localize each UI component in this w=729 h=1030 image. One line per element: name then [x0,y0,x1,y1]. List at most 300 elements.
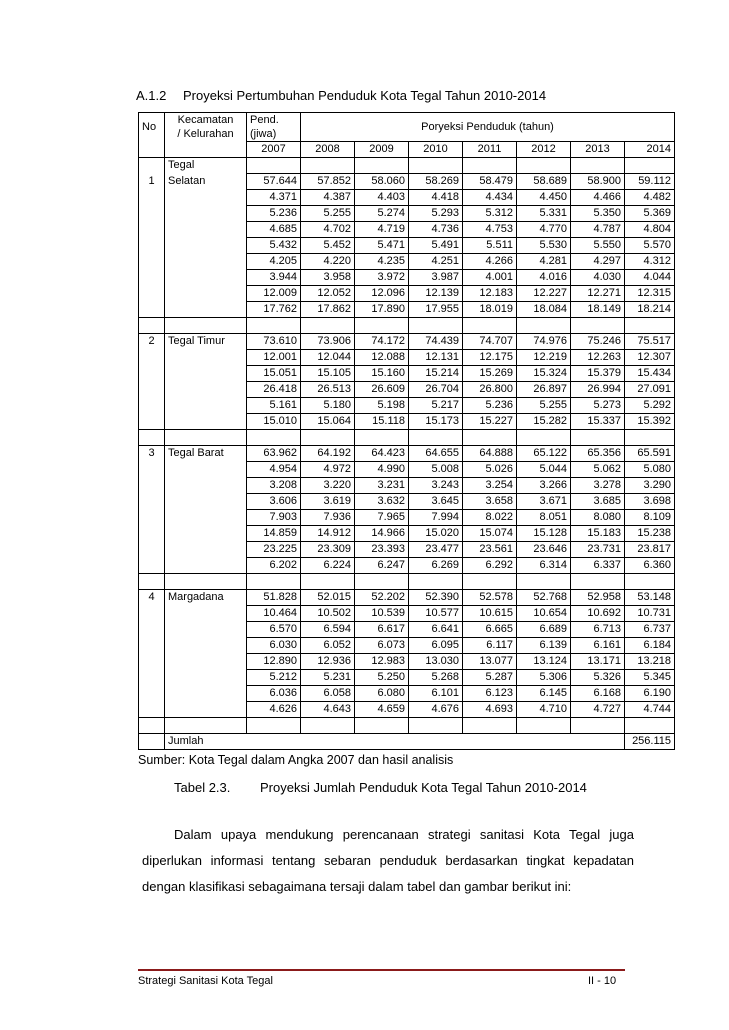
population-value-2009: 4.235 [355,254,409,270]
empty-cell [139,302,165,318]
empty-cell [463,718,517,734]
empty-cell [625,574,675,590]
population-value-2011: 12.183 [463,286,517,302]
header-year-2012: 2012 [517,142,571,158]
empty-cell [517,158,571,174]
empty-cell [517,574,571,590]
population-value-2008: 10.502 [301,606,355,622]
population-value-2010: 4.418 [409,190,463,206]
empty-cell [409,574,463,590]
total-value: 256.115 [625,734,675,750]
empty-cell [517,734,571,750]
empty-cell [571,718,625,734]
population-value-2008: 3.958 [301,270,355,286]
table-row [139,622,675,638]
population-value-2008: 7.936 [301,510,355,526]
population-value-2008: 26.513 [301,382,355,398]
population-value-2009: 26.609 [355,382,409,398]
population-value-2013: 6.713 [571,622,625,638]
population-value-2008: 5.231 [301,670,355,686]
population-value-2012: 15.324 [517,366,571,382]
empty-cell [139,382,165,398]
population-value-2008: 6.052 [301,638,355,654]
population-value-2009: 4.659 [355,702,409,718]
empty-cell [165,654,247,670]
empty-cell [165,574,247,590]
population-value-2007: 6.570 [247,622,301,638]
table-row [139,478,675,494]
empty-cell [463,318,517,334]
footer-page-number: II - 10 [588,975,617,987]
population-value-2011: 12.175 [463,350,517,366]
population-value-2013: 4.297 [571,254,625,270]
table-row [139,190,675,206]
population-value-2013: 5.550 [571,238,625,254]
population-value-2007: 10.464 [247,606,301,622]
header-year-2013: 2013 [571,142,625,158]
header-year-2010: 2010 [409,142,463,158]
empty-cell [165,670,247,686]
population-value-2009: 23.393 [355,542,409,558]
empty-cell [247,430,301,446]
empty-cell [139,494,165,510]
table-row [139,334,675,350]
population-value-2012: 6.689 [517,622,571,638]
empty-cell [301,430,355,446]
population-value-2007: 6.030 [247,638,301,654]
empty-cell [571,430,625,446]
empty-cell [409,718,463,734]
population-value-2008: 15.105 [301,366,355,382]
empty-cell [625,718,675,734]
table-row [139,606,675,622]
population-value-2008: 4.643 [301,702,355,718]
population-value-2008: 73.906 [301,334,355,350]
population-value-2012: 58.689 [517,174,571,190]
population-value-2010: 5.217 [409,398,463,414]
population-value-2010: 12.131 [409,350,463,366]
empty-cell [139,526,165,542]
empty-cell [139,190,165,206]
population-value-2014: 4.804 [625,222,675,238]
population-value-2012: 4.770 [517,222,571,238]
population-value-2010: 7.994 [409,510,463,526]
table-row [139,206,675,222]
empty-cell [409,158,463,174]
population-value-2012: 26.897 [517,382,571,398]
empty-cell [165,382,247,398]
population-value-2007: 7.903 [247,510,301,526]
population-value-2008: 4.220 [301,254,355,270]
population-value-2011: 13.077 [463,654,517,670]
empty-cell [139,606,165,622]
population-value-2011: 5.026 [463,462,517,478]
population-value-2008: 12.052 [301,286,355,302]
population-value-2011: 6.123 [463,686,517,702]
population-value-2009: 52.202 [355,590,409,606]
empty-cell [165,270,247,286]
population-value-2011: 58.479 [463,174,517,190]
population-value-2010: 13.030 [409,654,463,670]
empty-cell [355,574,409,590]
population-value-2007: 15.010 [247,414,301,430]
population-value-2009: 12.096 [355,286,409,302]
empty-cell [165,494,247,510]
section-title-text: Proyeksi Pertumbuhan Penduduk Kota Tegal Tahun 2010-2014 [183,88,547,103]
population-value-2014: 12.315 [625,286,675,302]
population-value-2008: 64.192 [301,446,355,462]
empty-cell [463,574,517,590]
population-value-2013: 4.030 [571,270,625,286]
population-value-2007: 12.001 [247,350,301,366]
empty-cell [571,318,625,334]
population-value-2008: 5.452 [301,238,355,254]
population-value-2014: 4.044 [625,270,675,286]
population-value-2010: 4.736 [409,222,463,238]
table-row [139,286,675,302]
empty-cell [463,734,517,750]
population-value-2007: 26.418 [247,382,301,398]
population-value-2013: 52.958 [571,590,625,606]
population-value-2014: 12.307 [625,350,675,366]
row-no: 3 [139,446,165,462]
population-value-2014: 5.570 [625,238,675,254]
empty-cell [165,254,247,270]
population-value-2007: 63.962 [247,446,301,462]
population-value-2008: 5.180 [301,398,355,414]
row-no: 2 [139,334,165,350]
population-value-2011: 64.888 [463,446,517,462]
empty-cell [247,734,301,750]
population-value-2013: 12.271 [571,286,625,302]
table-row [139,398,675,414]
population-value-2009: 14.966 [355,526,409,542]
population-value-2008: 6.058 [301,686,355,702]
population-value-2013: 5.350 [571,206,625,222]
population-value-2007: 6.202 [247,558,301,574]
population-value-2013: 8.080 [571,510,625,526]
population-value-2010: 12.139 [409,286,463,302]
population-value-2014: 15.434 [625,366,675,382]
population-value-2008: 6.224 [301,558,355,574]
population-value-2007: 4.685 [247,222,301,238]
population-value-2011: 74.707 [463,334,517,350]
population-value-2013: 4.787 [571,222,625,238]
table-row [139,510,675,526]
header-year-2014: 2014 [625,142,675,158]
empty-cell [139,318,165,334]
population-value-2012: 4.016 [517,270,571,286]
population-value-2013: 15.337 [571,414,625,430]
population-value-2013: 23.731 [571,542,625,558]
population-value-2012: 15.128 [517,526,571,542]
table-row [139,174,675,190]
population-value-2012: 18.084 [517,302,571,318]
source-note: Sumber: Kota Tegal dalam Angka 2007 dan hasil analisis [138,753,454,767]
table-row [139,158,675,174]
empty-cell [165,350,247,366]
population-value-2014: 75.517 [625,334,675,350]
population-value-2011: 23.561 [463,542,517,558]
population-value-2012: 65.122 [517,446,571,462]
population-value-2012: 4.710 [517,702,571,718]
population-value-2012: 6.139 [517,638,571,654]
population-value-2012: 5.255 [517,398,571,414]
population-value-2009: 3.632 [355,494,409,510]
population-value-2012: 8.051 [517,510,571,526]
population-value-2010: 5.008 [409,462,463,478]
population-value-2013: 3.278 [571,478,625,494]
empty-cell [355,318,409,334]
kecamatan-name: Margadana [165,590,247,606]
empty-cell [517,430,571,446]
population-value-2011: 6.665 [463,622,517,638]
population-value-2007: 15.051 [247,366,301,382]
population-value-2007: 4.626 [247,702,301,718]
empty-cell [139,206,165,222]
population-value-2011: 4.434 [463,190,517,206]
population-value-2014: 4.312 [625,254,675,270]
population-value-2013: 5.326 [571,670,625,686]
population-value-2009: 15.118 [355,414,409,430]
population-value-2008: 4.387 [301,190,355,206]
empty-cell [139,222,165,238]
population-value-2009: 6.247 [355,558,409,574]
population-value-2008: 57.852 [301,174,355,190]
population-value-2011: 4.693 [463,702,517,718]
population-value-2012: 12.219 [517,350,571,366]
population-value-2010: 6.641 [409,622,463,638]
population-value-2010: 15.173 [409,414,463,430]
population-value-2014: 3.290 [625,478,675,494]
population-value-2011: 5.287 [463,670,517,686]
empty-cell [139,254,165,270]
population-value-2014: 5.292 [625,398,675,414]
empty-cell [139,718,165,734]
empty-cell [165,526,247,542]
population-value-2013: 5.273 [571,398,625,414]
population-value-2009: 3.972 [355,270,409,286]
population-value-2014: 65.591 [625,446,675,462]
population-value-2012: 6.145 [517,686,571,702]
population-value-2013: 5.062 [571,462,625,478]
table-row [139,686,675,702]
population-value-2008: 3.619 [301,494,355,510]
population-value-2014: 10.731 [625,606,675,622]
population-value-2013: 18.149 [571,302,625,318]
population-value-2013: 6.337 [571,558,625,574]
population-value-2008: 14.912 [301,526,355,542]
population-value-2010: 4.676 [409,702,463,718]
population-value-2007: 4.205 [247,254,301,270]
empty-cell [165,478,247,494]
population-value-2009: 3.231 [355,478,409,494]
empty-cell [463,430,517,446]
population-value-2011: 15.269 [463,366,517,382]
kecamatan-name: Tegal Timur [165,334,247,350]
empty-cell [165,558,247,574]
population-value-2010: 3.645 [409,494,463,510]
empty-cell [165,398,247,414]
population-value-2009: 4.990 [355,462,409,478]
table-row [139,302,675,318]
empty-cell [165,718,247,734]
empty-cell [165,542,247,558]
empty-cell [139,638,165,654]
population-value-2008: 4.972 [301,462,355,478]
population-value-2011: 26.800 [463,382,517,398]
spacer-row [139,718,675,734]
empty-cell [139,670,165,686]
empty-cell [571,158,625,174]
empty-cell [139,654,165,670]
empty-cell [139,350,165,366]
population-value-2007: 5.212 [247,670,301,686]
population-value-2007: 3.606 [247,494,301,510]
empty-cell [165,318,247,334]
population-value-2014: 3.698 [625,494,675,510]
population-value-2008: 5.255 [301,206,355,222]
population-value-2011: 10.615 [463,606,517,622]
total-row [139,734,675,750]
population-value-2013: 4.466 [571,190,625,206]
population-value-2007: 3.944 [247,270,301,286]
population-value-2008: 4.702 [301,222,355,238]
table-row [139,382,675,398]
population-value-2011: 5.511 [463,238,517,254]
empty-cell [409,318,463,334]
population-value-2009: 5.198 [355,398,409,414]
table-row [139,462,675,478]
population-value-2013: 10.692 [571,606,625,622]
footer-document-title: Strategi Sanitasi Kota Tegal [138,975,273,987]
population-value-2011: 15.227 [463,414,517,430]
population-value-2009: 7.965 [355,510,409,526]
empty-cell [247,158,301,174]
empty-cell [301,734,355,750]
header-projection: Poryeksi Penduduk (tahun) [301,113,675,142]
population-value-2014: 6.737 [625,622,675,638]
population-value-2014: 4.744 [625,702,675,718]
population-value-2011: 8.022 [463,510,517,526]
empty-cell [165,686,247,702]
population-value-2008: 23.309 [301,542,355,558]
population-value-2012: 3.671 [517,494,571,510]
population-value-2011: 52.578 [463,590,517,606]
empty-cell [165,430,247,446]
empty-cell [571,734,625,750]
spacer-row [139,430,675,446]
population-value-2009: 6.617 [355,622,409,638]
population-value-2009: 5.250 [355,670,409,686]
population-value-2009: 5.274 [355,206,409,222]
empty-cell [165,190,247,206]
population-value-2013: 58.900 [571,174,625,190]
empty-cell [463,158,517,174]
empty-cell [139,478,165,494]
empty-cell [139,462,165,478]
population-value-2009: 12.088 [355,350,409,366]
table-row [139,654,675,670]
table-row [139,446,675,462]
population-value-2012: 23.646 [517,542,571,558]
population-value-2013: 15.183 [571,526,625,542]
empty-cell [301,158,355,174]
empty-cell [355,158,409,174]
table-row [139,638,675,654]
population-value-2014: 5.369 [625,206,675,222]
total-label: Jumlah [165,734,247,750]
population-value-2009: 12.983 [355,654,409,670]
footer-divider [138,969,625,971]
section-number: A.1.2 [136,88,167,103]
population-value-2012: 15.282 [517,414,571,430]
population-projection-table [138,112,675,750]
population-value-2007: 4.371 [247,190,301,206]
empty-cell [139,238,165,254]
population-value-2010: 58.269 [409,174,463,190]
population-value-2014: 18.214 [625,302,675,318]
empty-cell [355,430,409,446]
population-value-2007: 57.644 [247,174,301,190]
population-value-2012: 5.044 [517,462,571,478]
empty-cell [165,638,247,654]
empty-cell [301,574,355,590]
table-header-row-1 [139,113,675,142]
table-row [139,270,675,286]
header-no: No [139,113,165,142]
empty-cell [165,302,247,318]
population-value-2014: 15.392 [625,414,675,430]
empty-cell [625,430,675,446]
empty-cell [165,622,247,638]
empty-cell [165,462,247,478]
population-value-2013: 65.356 [571,446,625,462]
empty-cell [139,286,165,302]
population-value-2014: 23.817 [625,542,675,558]
population-value-2007: 51.828 [247,590,301,606]
empty-cell [139,270,165,286]
population-value-2007: 73.610 [247,334,301,350]
empty-cell [247,318,301,334]
empty-cell [247,574,301,590]
empty-cell [139,414,165,430]
population-value-2010: 23.477 [409,542,463,558]
population-value-2013: 6.168 [571,686,625,702]
population-value-2010: 5.491 [409,238,463,254]
population-value-2009: 4.403 [355,190,409,206]
spacer-row [139,318,675,334]
table-row [139,542,675,558]
row-no: 1 [139,174,165,190]
empty-cell [139,734,165,750]
empty-cell [139,542,165,558]
header-pend-line2: (jiwa) [250,128,277,140]
population-value-2014: 6.184 [625,638,675,654]
population-value-2012: 4.281 [517,254,571,270]
row-no: 4 [139,590,165,606]
body-paragraph [142,822,634,900]
header-year-2008: 2008 [301,142,355,158]
population-value-2013: 3.685 [571,494,625,510]
empty-cell [355,718,409,734]
kecamatan-name-line1: Tegal [165,158,247,174]
population-value-2011: 4.753 [463,222,517,238]
header-pend-line1: Pend. [250,114,279,126]
population-value-2013: 26.994 [571,382,625,398]
empty-cell [165,206,247,222]
population-value-2011: 4.266 [463,254,517,270]
